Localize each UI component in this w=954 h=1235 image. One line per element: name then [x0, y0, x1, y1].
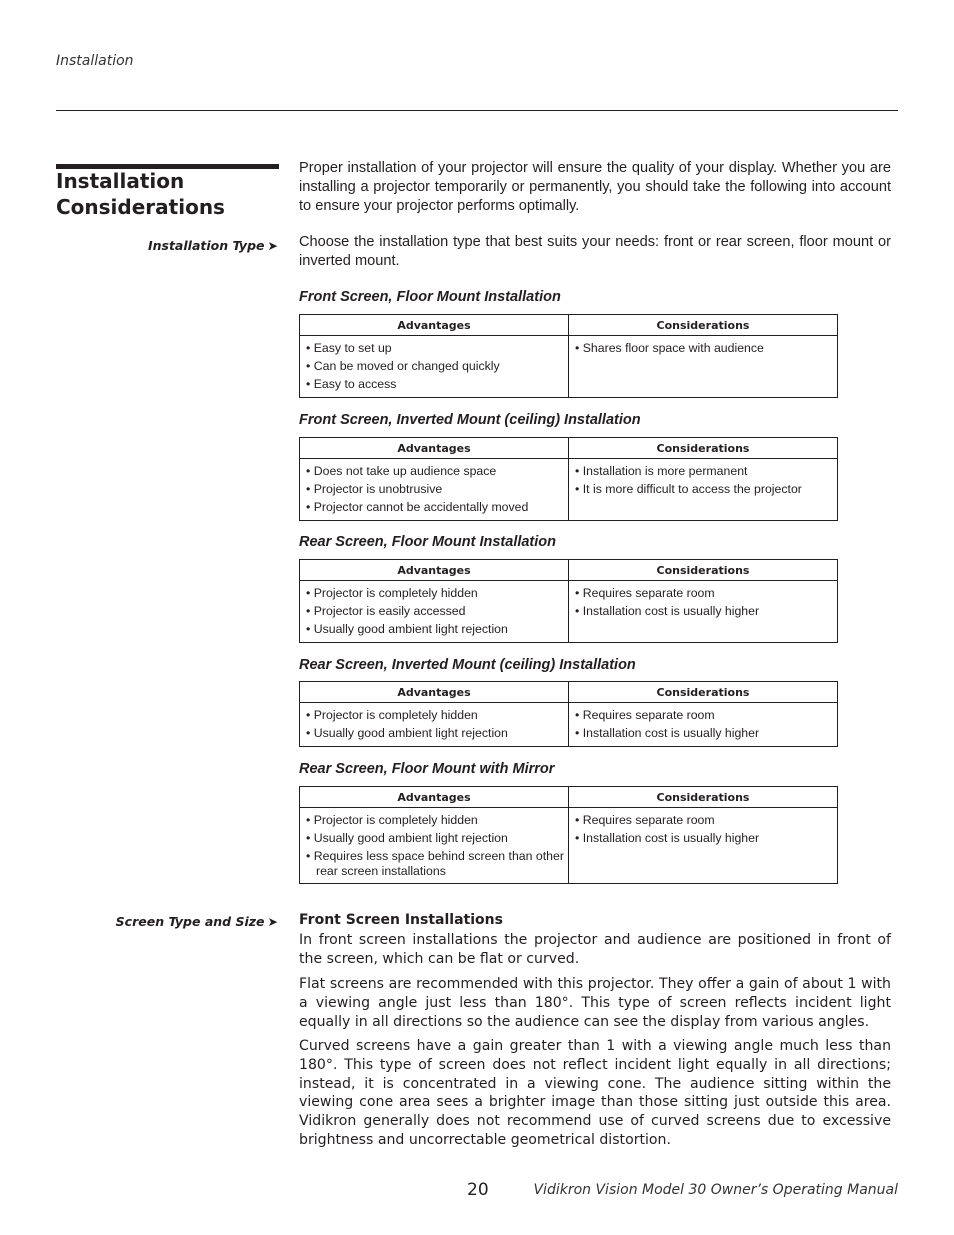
list-item: • It is more difficult to access the projector: [575, 482, 802, 496]
list-item: • Installation cost is usually higher: [575, 604, 760, 618]
list-item: • Shares floor space with audience: [575, 341, 764, 355]
list-item: • Installation cost is usually higher: [575, 831, 760, 845]
table-heading-rear-mirror: Rear Screen, Floor Mount with Mirror: [299, 761, 555, 777]
table-front-floor: [299, 314, 838, 398]
considerations-cell: [569, 703, 838, 747]
list-item: • Projector is completely hidden: [306, 586, 478, 600]
list-item: • Requires separate room: [575, 708, 715, 722]
list-item: • Requires less space behind screen than other rear screen installations: [306, 849, 564, 878]
column-header-considerations: Considerations: [569, 560, 838, 581]
screen-type-label: Screen Type and Size ➤: [115, 914, 278, 929]
footer-manual-title: Vidikron Vision Model 30 Owner’s Operating Manual: [533, 1182, 898, 1198]
list-item: • Easy to access: [306, 377, 397, 391]
table-front-inverted: [299, 437, 838, 521]
table-rear-inverted: [299, 681, 838, 747]
table-heading-front-inverted: Front Screen, Inverted Mount (ceiling) Installation: [299, 412, 641, 428]
table-rear-floor: [299, 559, 838, 643]
advantages-cell: [300, 581, 569, 643]
list-item: • Projector is completely hidden: [306, 813, 478, 827]
intro-paragraph: Proper installation of your projector will ensure the quality of your display. Whether you are installing a projector temporarily or permanently, you should take the following into account to ensure your projector performs optimally.: [299, 160, 891, 214]
list-item: • Usually good ambient light rejection: [306, 831, 508, 845]
section-title: [56, 168, 279, 220]
list-item: • Projector is completely hidden: [306, 708, 478, 722]
page-number: 20: [467, 1180, 489, 1200]
considerations-cell: [569, 581, 838, 643]
section-title-line1: Installation: [56, 169, 185, 193]
table-heading-rear-inverted: Rear Screen, Inverted Mount (ceiling) Installation: [299, 657, 636, 673]
paragraph-flat-screens: Flat screens are recommended with this projector. They offer a gain of about 1 with a viewing angle just less than 180°. This type of screen reflects incident light equally in all directions so the audience can see the display from various angles.: [299, 976, 891, 1030]
table-heading-rear-floor: Rear Screen, Floor Mount Installation: [299, 534, 557, 550]
list-item: • Projector is easily accessed: [306, 604, 466, 618]
column-header-considerations: Considerations: [569, 438, 838, 459]
list-item: • Can be moved or changed quickly: [306, 359, 500, 373]
advantages-cell: [300, 703, 569, 747]
installation-type-text: Choose the installation type that best suits your needs: front or rear screen, floor mount or inverted mount.: [299, 234, 891, 269]
column-header-advantages: Advantages: [300, 438, 569, 459]
paragraph-curved-screens: Curved screens have a gain greater than 1 with a viewing angle much less than 180°. This type of screen does not reflect incident light equally in all directions; instead, it is concentrated in a viewing cone. The audience sitting within the viewing cone area sees a brighter image than those sitting just outside this area. Vidikron generally does not recommend use of curved screens due to excessive brightness and uncorrectable geometrical distortion.: [299, 1038, 891, 1148]
list-item: • Installation is more permanent: [575, 464, 748, 478]
arrow-right-icon: ➤: [267, 914, 278, 929]
arrow-right-icon: ➤: [267, 238, 278, 253]
column-header-considerations: Considerations: [569, 682, 838, 703]
list-item: • Usually good ambient light rejection: [306, 622, 508, 636]
paragraph-front-screen: In front screen installations the projector and audience are positioned in front of the screen, which can be flat or curved.: [299, 932, 891, 967]
list-item: • Usually good ambient light rejection: [306, 726, 508, 740]
column-header-considerations: Considerations: [569, 315, 838, 336]
installation-type-label: Installation Type ➤: [147, 238, 278, 253]
header-divider: [56, 110, 898, 111]
considerations-cell: [569, 336, 838, 398]
list-item: • Requires separate room: [575, 586, 715, 600]
list-item: • Projector is unobtrusive: [306, 482, 443, 496]
advantages-cell: [300, 808, 569, 884]
table-heading-front-floor: Front Screen, Floor Mount Installation: [299, 289, 561, 305]
list-item: • Does not take up audience space: [306, 464, 497, 478]
section-title-line2: Considerations: [56, 195, 225, 219]
advantages-cell: [300, 459, 569, 521]
column-header-advantages: Advantages: [300, 787, 569, 808]
column-header-advantages: Advantages: [300, 682, 569, 703]
running-header: Installation: [56, 53, 134, 69]
list-item: • Easy to set up: [306, 341, 392, 355]
list-item: • Projector cannot be accidentally moved: [306, 500, 529, 514]
front-screen-installations-heading: Front Screen Installations: [299, 912, 503, 928]
table-rear-mirror: [299, 786, 838, 884]
considerations-cell: [569, 808, 838, 884]
considerations-cell: [569, 459, 838, 521]
advantages-cell: [300, 336, 569, 398]
column-header-advantages: Advantages: [300, 315, 569, 336]
column-header-advantages: Advantages: [300, 560, 569, 581]
list-item: • Installation cost is usually higher: [575, 726, 760, 740]
list-item: • Requires separate room: [575, 813, 715, 827]
column-header-considerations: Considerations: [569, 787, 838, 808]
